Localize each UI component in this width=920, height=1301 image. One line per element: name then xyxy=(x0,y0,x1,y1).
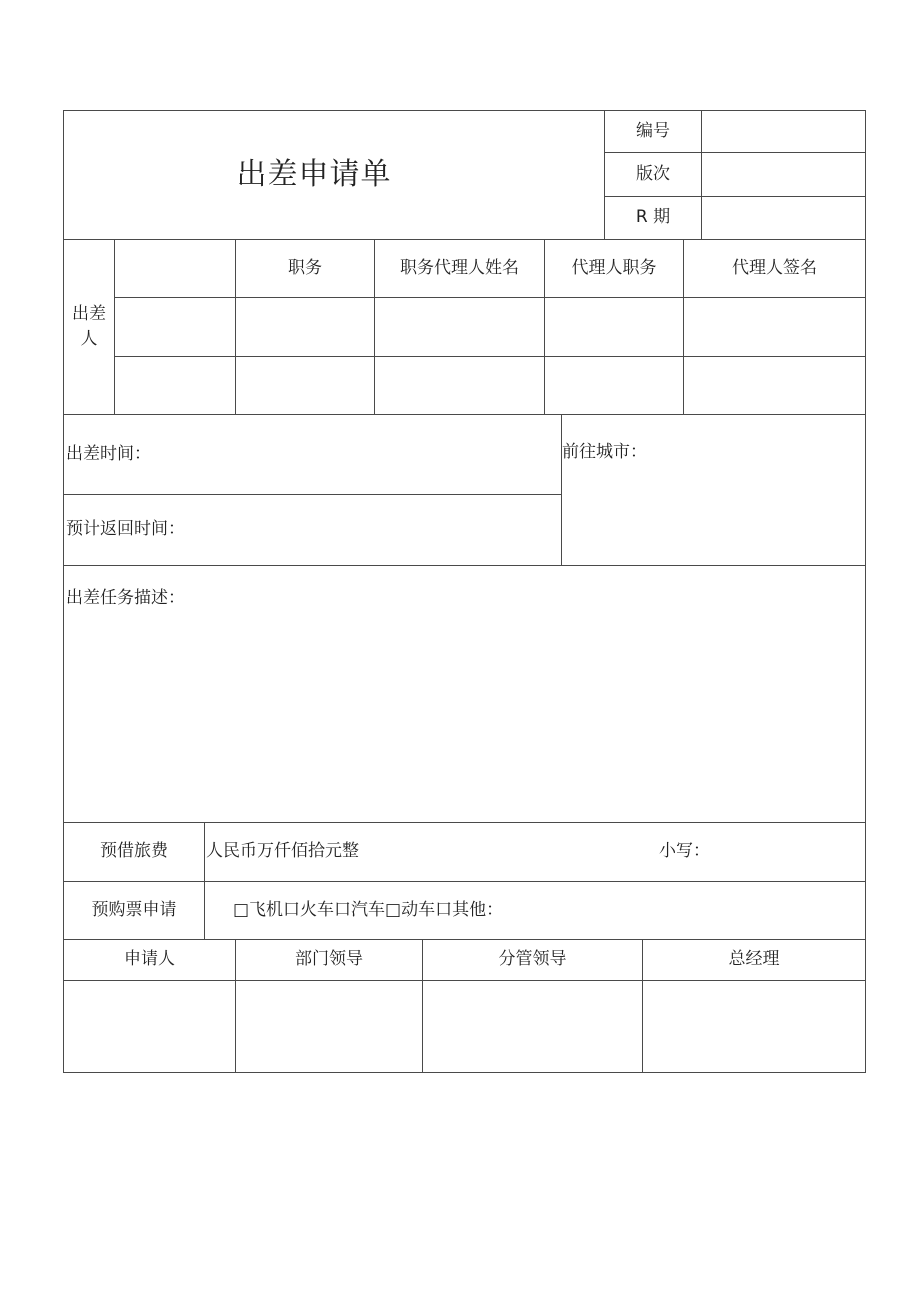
proxy-name-header: 职务代理人姓名 xyxy=(374,239,545,298)
supervising-leader-signature-field[interactable] xyxy=(422,980,643,1073)
proxy-name-field[interactable] xyxy=(374,297,545,357)
general-manager-header: 总经理 xyxy=(642,939,866,981)
position-field[interactable] xyxy=(235,356,375,415)
destination-label: 前往城市： xyxy=(562,442,647,462)
ticket-request-label: 预购票申请 xyxy=(63,881,205,940)
destination-field[interactable] xyxy=(561,414,866,566)
traveler-name-field[interactable] xyxy=(114,356,236,415)
department-leader-header: 部门领导 xyxy=(235,939,423,981)
supervising-leader-header: 分管领导 xyxy=(422,939,643,981)
departure-time-field[interactable] xyxy=(63,414,562,495)
traveler-name-field[interactable] xyxy=(114,297,236,357)
advance-expense-label: 预借旅费 xyxy=(63,822,205,882)
proxy-position-header: 代理人职务 xyxy=(544,239,684,298)
lowercase-amount-label: 小写： xyxy=(659,841,710,862)
proxy-signature-field[interactable] xyxy=(683,356,866,415)
general-manager-signature-field[interactable] xyxy=(642,980,866,1073)
date-field[interactable] xyxy=(701,196,866,240)
document-number-field[interactable] xyxy=(701,110,866,153)
version-field[interactable] xyxy=(701,152,866,197)
position-header: 职务 xyxy=(235,239,375,298)
traveler-group-label: 出差人 xyxy=(63,239,115,415)
version-label: 版次 xyxy=(604,152,702,197)
proxy-name-field[interactable] xyxy=(374,356,545,415)
document-number-label: 编号 xyxy=(604,110,702,153)
ticket-options-field[interactable] xyxy=(204,881,866,940)
travel-application-form xyxy=(64,111,866,1075)
return-time-field[interactable] xyxy=(63,494,562,566)
return-time-label: 预计返回时间： xyxy=(66,519,185,539)
department-leader-signature-field[interactable] xyxy=(235,980,423,1073)
form-title: 出差申请单 xyxy=(63,110,605,240)
proxy-position-field[interactable] xyxy=(544,356,684,415)
proxy-signature-header: 代理人签名 xyxy=(683,239,866,298)
traveler-name-header xyxy=(114,239,236,298)
proxy-position-field[interactable] xyxy=(544,297,684,357)
applicant-header: 申请人 xyxy=(63,939,236,981)
applicant-signature-field[interactable] xyxy=(63,980,236,1073)
advance-expense-field[interactable] xyxy=(204,822,866,882)
departure-time-label: 出差时间： xyxy=(66,443,151,464)
currency-amount-text: 人民币万仟佰拾元整 xyxy=(206,841,359,862)
ticket-options-text: □飞机口火车口汽车□动车口其他： xyxy=(233,899,504,920)
proxy-signature-field[interactable] xyxy=(683,297,866,357)
position-field[interactable] xyxy=(235,297,375,357)
date-label: R 期 xyxy=(604,196,702,240)
task-description-field[interactable] xyxy=(63,565,866,823)
task-description-label: 出差任务描述： xyxy=(66,588,185,608)
